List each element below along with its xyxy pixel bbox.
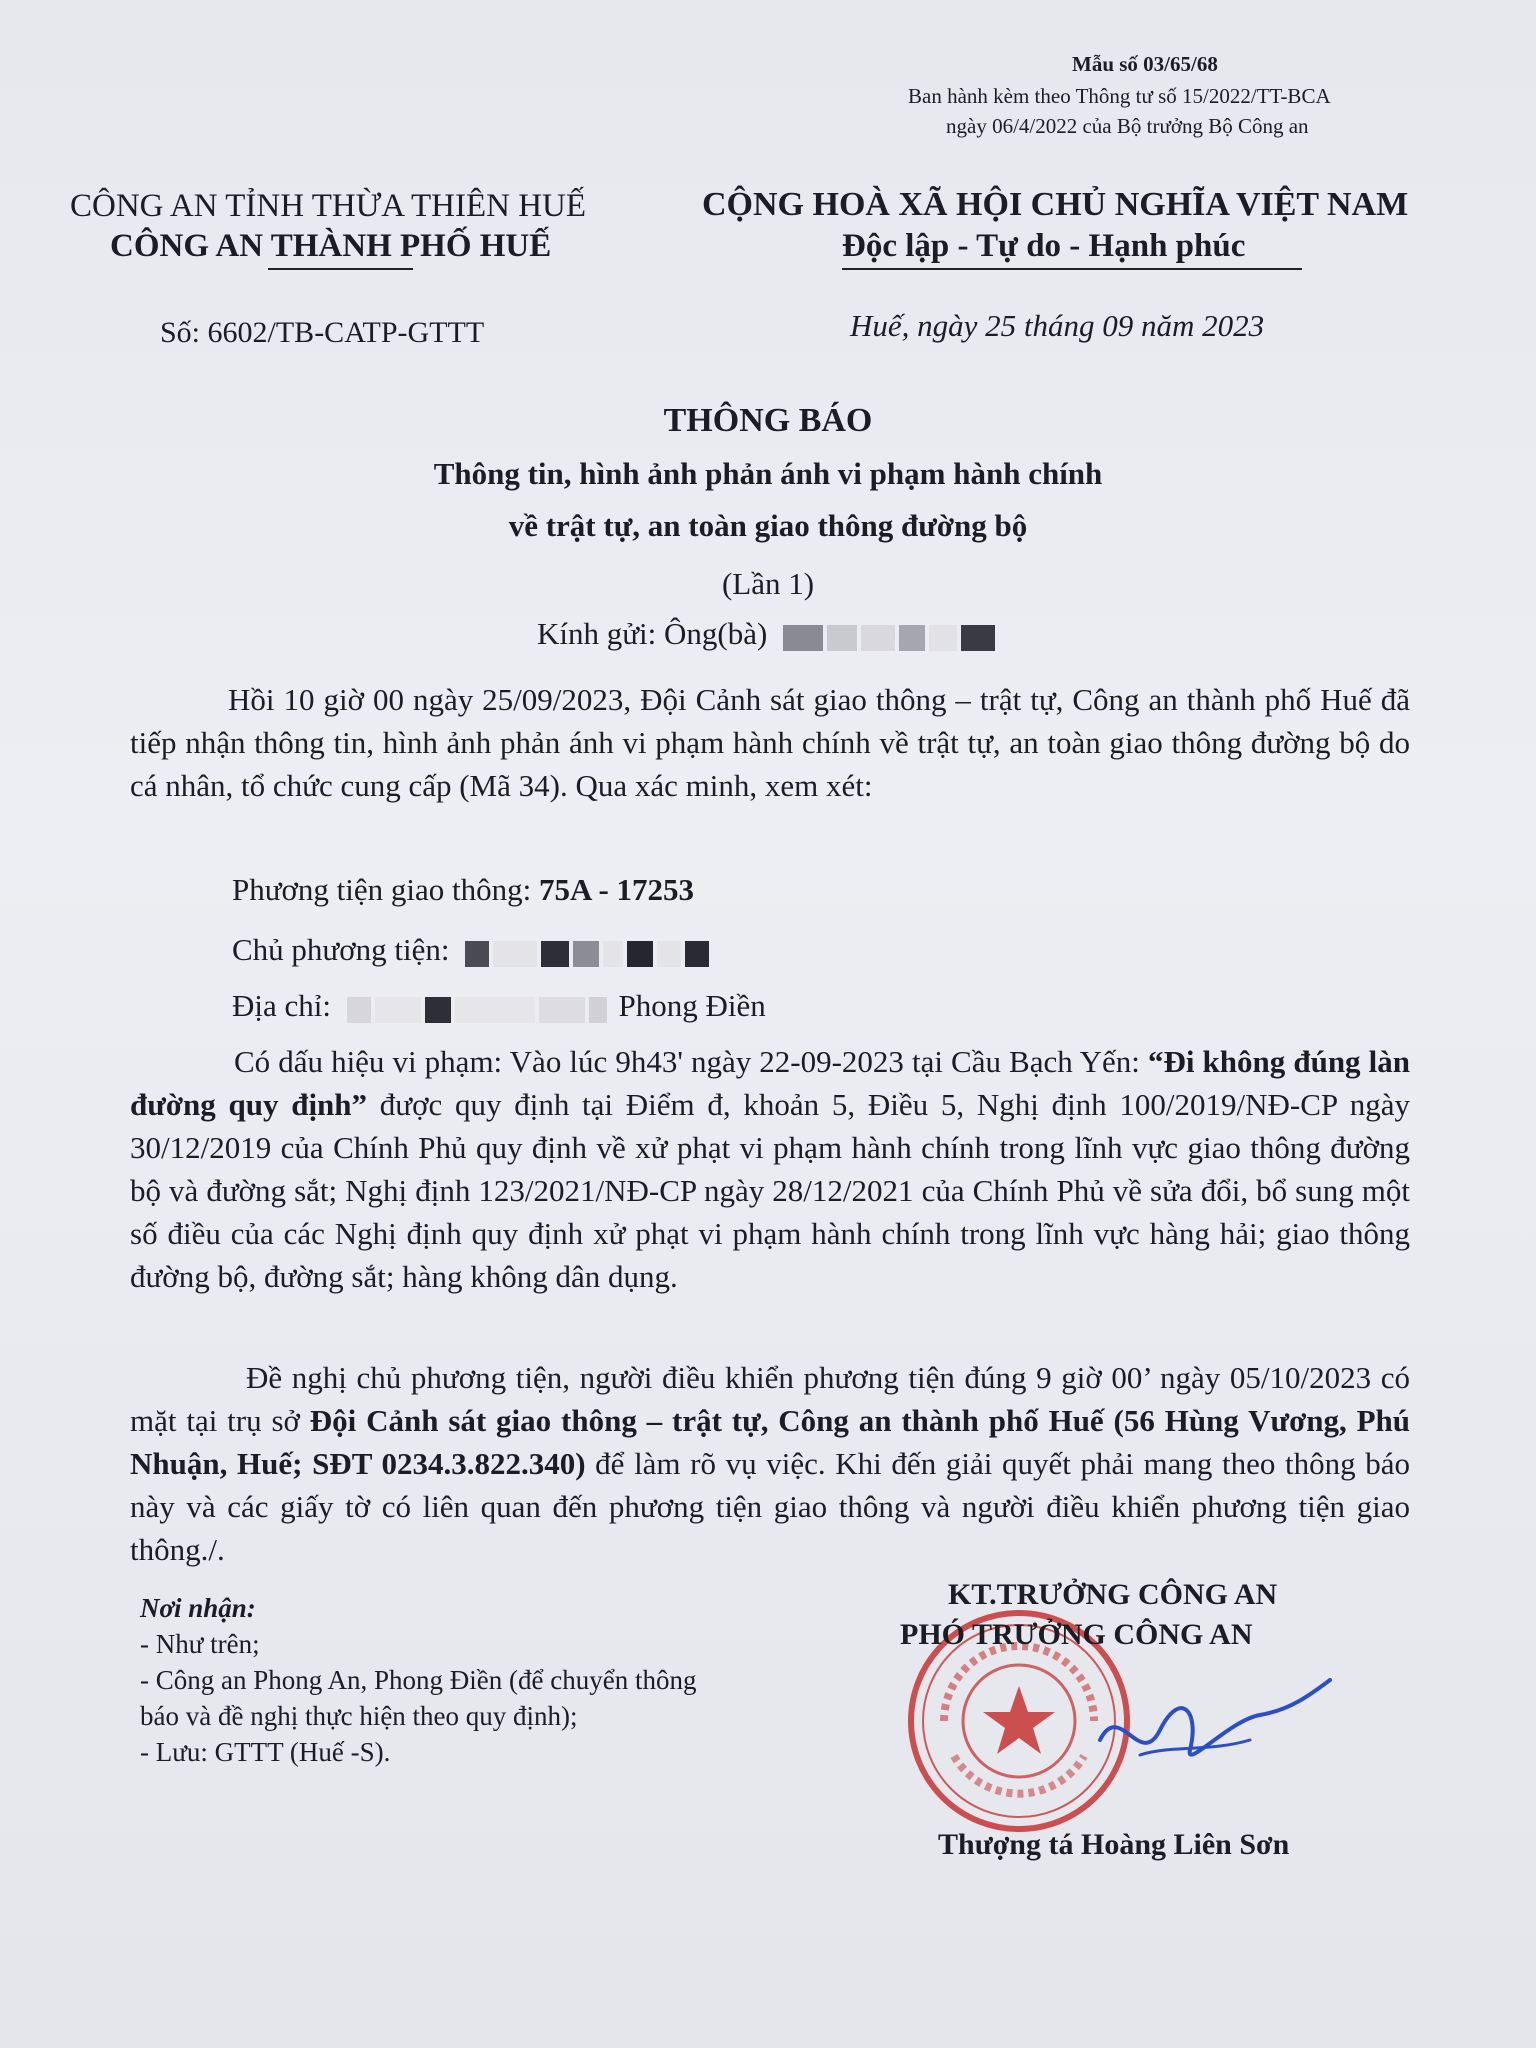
redacted-owner-name <box>465 939 713 967</box>
request-paragraph <box>130 1356 1410 1571</box>
recipients-heading: Nơi nhận: <box>140 1593 256 1623</box>
agency-underline <box>268 268 413 270</box>
recipients-item: - Như trên; <box>140 1629 260 1659</box>
address-visible: Phong Điền <box>618 988 766 1023</box>
request-rest: để làm rõ vụ việc. Khi đến giải quyết phải mang theo thông báo này và các giấy tờ có liên quan đến phương tiện giao thông và người điều khiển phương tiện giao thông./. <box>130 1446 1410 1567</box>
document-subtitle-2: về trật tự, an toàn giao thông đường bộ <box>508 508 1028 543</box>
recipient-line <box>0 616 1536 652</box>
document-subtitle-1: Thông tin, hình ảnh phản ánh vi phạm hành chính <box>433 456 1103 491</box>
request-intro: Đề nghị chủ phương tiện, người điều khiển phương tiện đúng 9 giờ 00’ ngày 05/10/2023 có mặt tại trụ sở <box>130 1360 1410 1438</box>
form-issued-date: ngày 06/4/2022 của Bộ trưởng Bộ Công an <box>946 114 1309 138</box>
violation-name: “Đi không đúng làn đường quy định” <box>130 1044 1410 1122</box>
vehicle-label: Phương tiện giao thông: <box>232 872 532 907</box>
nation-motto: Độc lập - Tự do - Hạnh phúc <box>842 228 1246 264</box>
recipient-label: Kính gửi: Ông(bà) <box>536 616 768 651</box>
nation-name: CỘNG HOÀ XÃ HỘI CHỦ NGHĨA VIỆT NAM <box>702 186 1409 223</box>
recipients-block <box>140 1590 696 1770</box>
recipients-item: báo và đề nghị thực hiện theo quy định); <box>140 1701 578 1731</box>
request-place: Đội Cảnh sát giao thông – trật tự, Công an thành phố Huế (56 Hùng Vương, Phú Nhuận, Huế; SĐT 0234.3.822.340) <box>130 1403 1411 1481</box>
document-dateline: Huế, ngày 25 tháng 09 năm 2023 <box>850 308 1265 343</box>
agency-name: CÔNG AN THÀNH PHỐ HUẾ <box>110 228 552 264</box>
vehicle-row <box>232 872 694 908</box>
address-row <box>232 988 766 1024</box>
form-issued-with: Ban hành kèm theo Thông tư số 15/2022/TT-BCA <box>908 84 1331 108</box>
signature-title-2: PHÓ TRƯỞNG CÔNG AN <box>900 1618 1253 1651</box>
body-paragraph-1: Hồi 10 giờ 00 ngày 25/09/2023, Đội Cảnh sát giao thông – trật tự, Công an thành phố Huế đã tiếp nhận thông tin, hình ảnh phản ánh vi phạm hành chính về trật tự, an toàn giao thông đường bộ do cá nhân, tổ chức cung cấp (Mã 34). Qua xác minh, xem xét: <box>130 682 1410 803</box>
violation-paragraph <box>130 1040 1410 1298</box>
motto-underline <box>842 268 1302 270</box>
form-number: Mẫu số 03/65/68 <box>1072 52 1218 76</box>
handwritten-signature <box>1080 1660 1340 1790</box>
recipients-item: - Công an Phong An, Phong Điền (để chuyển thông <box>140 1665 697 1695</box>
redacted-address <box>347 995 611 1023</box>
document-number: Số: 6602/TB-CATP-GTTT <box>160 316 485 349</box>
violation-intro: Có dấu hiệu vi phạm: Vào lúc 9h43' ngày 22-09-2023 tại Cầu Bạch Yến: <box>234 1044 1148 1079</box>
agency-parent: CÔNG AN TỈNH THỪA THIÊN HUẾ <box>70 188 587 224</box>
owner-label: Chủ phương tiện: <box>232 932 450 967</box>
redacted-recipient-name <box>783 623 999 651</box>
recipients-item: - Lưu: GTTT (Huế -S). <box>140 1737 391 1767</box>
document-iteration: (Lần 1) <box>721 566 815 601</box>
address-label: Địa chỉ: <box>232 988 331 1023</box>
owner-row <box>232 932 713 968</box>
signatory-name: Thượng tá Hoàng Liên Sơn <box>938 1828 1290 1861</box>
document-title: THÔNG BÁO <box>663 402 873 439</box>
vehicle-plate: 75A - 17253 <box>539 872 695 907</box>
violation-legal-basis: được quy định tại Điểm đ, khoản 5, Điều 5, Nghị định 100/2019/NĐ-CP ngày 30/12/2019 của Chính Phủ quy định về xử phạt vi phạm hành chính trong lĩnh vực giao thông đường bộ và đường sắt; Nghị định 123/2021/NĐ-CP ngày 28/12/2021 của Chính Phủ về sửa đổi, bổ sung một số điều của các Nghị định quy định xử phạt vi phạm hành chính trong lĩnh vực hàng hải; giao thông đường bộ, đường sắt; hàng không dân dụng. <box>130 1087 1410 1294</box>
signature-title-1: KT.TRƯỞNG CÔNG AN <box>948 1578 1278 1611</box>
